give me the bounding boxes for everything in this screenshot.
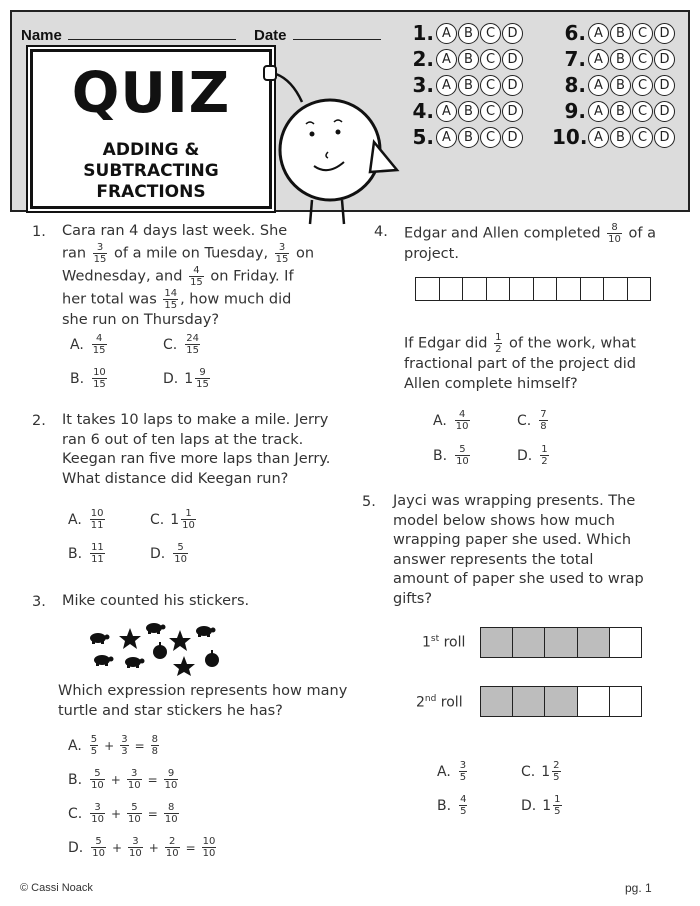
name-field[interactable] (21, 27, 236, 44)
q1-option-d[interactable]: D. 1 $\frac{9}{15}$ (163, 367, 209, 390)
q1-line: she run on Thursday? (62, 311, 220, 328)
apple-sticker-icon (153, 642, 167, 659)
date-line[interactable] (293, 28, 381, 40)
q4-fraction: $\frac{8}{10}$ (608, 222, 621, 245)
answer-number: 1. (412, 21, 434, 45)
q3-line: turtle and star stickers he has? (58, 702, 283, 719)
bar-segment (610, 628, 641, 657)
bubble-c[interactable]: C (480, 75, 501, 96)
q5-line: wrapping paper she used. Which (393, 532, 632, 548)
q4-option-a[interactable]: A. $\frac{4}{10}$ (433, 409, 469, 432)
q4-line: fractional part of the project did (404, 356, 636, 372)
q4-line: Allen complete himself? (404, 375, 578, 392)
bar-segment (481, 687, 513, 716)
answer-row-3 (412, 74, 524, 96)
subtitle-line: SUBTRACTING (83, 161, 219, 181)
bar-segment (581, 278, 605, 300)
bubble-c[interactable]: C (632, 23, 653, 44)
bubble-a[interactable]: A (436, 23, 457, 44)
roll-2-label: 2nd roll (416, 694, 463, 711)
bubble-b[interactable]: B (610, 49, 631, 70)
q2-line: ran 6 out of ten laps at the track. (62, 431, 304, 448)
q4-option-d[interactable]: D. $\frac{1}{2}$ (517, 444, 548, 467)
answer-row-1 (412, 22, 524, 44)
answer-row-8 (552, 74, 676, 96)
bar-segment (513, 628, 545, 657)
bubble-a[interactable]: A (436, 49, 457, 70)
q4-line: Edgar and Allen completed (404, 225, 601, 242)
bubble-c[interactable]: C (632, 75, 653, 96)
q5-option-b[interactable]: B. $\frac{4}{5}$ (437, 794, 467, 817)
q1-option-a[interactable]: A. $\frac{4}{15}$ (70, 333, 106, 356)
turtle-sticker-icon (125, 657, 145, 668)
q4-option-c[interactable]: C. $\frac{7}{8}$ (517, 409, 547, 432)
q2-line: Keegan ran five more laps than Jerry. (62, 451, 331, 467)
bubble-c[interactable]: C (480, 23, 501, 44)
bubble-a[interactable]: A (436, 127, 457, 148)
bubble-a[interactable]: A (588, 23, 609, 44)
bubble-c[interactable]: C (480, 127, 501, 148)
star-sticker-icon (169, 630, 191, 651)
bubble-b[interactable]: B (458, 49, 479, 70)
bar-segment (545, 628, 577, 657)
quiz-board (30, 49, 272, 209)
q3-option-d[interactable]: D. $\frac{5}{10}$ + $\frac{3}{10}$ + $\frac{2}{10}$ = $\frac{10}{10}$ (68, 836, 216, 859)
q5-line: Jayci was wrapping presents. The (393, 493, 636, 509)
bubble-c[interactable]: C (480, 49, 501, 70)
q1-fraction: $\frac{3}{15}$ (93, 241, 107, 265)
question-3-text: Mike counted his stickers. (62, 593, 250, 609)
bubble-d[interactable]: D (654, 101, 675, 122)
page-number: pg. 1 (625, 881, 652, 895)
mascot-character-icon (262, 62, 412, 227)
bar-segment (513, 687, 545, 716)
name-line[interactable] (68, 28, 236, 40)
answer-number: 10. (552, 125, 588, 149)
bubble-b[interactable]: B (458, 127, 479, 148)
bar-segment (440, 278, 464, 300)
question-1-number: 1. (32, 224, 46, 240)
subtitle-line: ADDING & (102, 140, 200, 160)
q1-fraction: $\frac{3}{15}$ (275, 241, 289, 265)
question-5-number: 5. (362, 494, 376, 510)
q2-option-a[interactable]: A. $\frac{10}{11}$ (68, 508, 104, 531)
q1-line: on Friday. If (210, 268, 294, 284)
bubble-c[interactable]: C (632, 49, 653, 70)
q5-option-a[interactable]: A. $\frac{3}{5}$ (437, 760, 467, 783)
bubble-a[interactable]: A (436, 101, 457, 122)
bubble-b[interactable]: B (610, 23, 631, 44)
q3-option-a[interactable]: A. $\frac{5}{5}$ + $\frac{3}{3}$ = $\frac{8}{8}$ (68, 734, 159, 757)
roll-2-bar (480, 686, 642, 717)
question-4-prompt (404, 332, 694, 394)
answer-number: 3. (412, 73, 434, 97)
bubble-d[interactable]: D (654, 127, 675, 148)
roll-1-bar (480, 627, 642, 658)
bubble-a[interactable]: A (588, 75, 609, 96)
bubble-c[interactable]: C (632, 127, 653, 148)
bubble-c[interactable]: C (480, 101, 501, 122)
roll-1-label: 1st roll (422, 634, 466, 651)
answer-number: 5. (412, 125, 434, 149)
answer-number: 7. (564, 47, 586, 71)
q5-line: model below shows how much (393, 512, 615, 529)
copyright-text: © Cassi Noack (20, 882, 93, 894)
date-label: Date (254, 27, 287, 44)
turtle-sticker-icon (94, 655, 114, 666)
q2-option-d[interactable]: D. $\frac{5}{10}$ (150, 542, 187, 565)
q4-fraction: $\frac{1}{2}$ (495, 332, 502, 355)
stickers-image (88, 620, 228, 676)
bar-segment (628, 278, 651, 300)
answer-number: 8. (564, 73, 586, 97)
answer-row-9 (552, 100, 676, 122)
question-3-prompt (58, 682, 378, 721)
bar-segment (481, 628, 513, 657)
question-1-text (62, 222, 362, 330)
q1-option-c[interactable]: C. $\frac{24}{15}$ (163, 333, 199, 356)
answer-row-7 (552, 48, 676, 70)
q1-line: of a mile on Tuesday, (114, 245, 269, 261)
bubble-a[interactable]: A (588, 127, 609, 148)
quiz-title: QUIZ (71, 61, 231, 126)
q2-option-b[interactable]: B. $\frac{11}{11}$ (68, 542, 104, 565)
subtitle-line: FRACTIONS (96, 182, 206, 202)
question-2-number: 2. (32, 413, 46, 429)
q4-line: of the work, what (509, 335, 636, 352)
bubble-b[interactable]: B (458, 101, 479, 122)
turtle-sticker-icon (146, 623, 166, 634)
answer-number: 4. (412, 99, 434, 123)
q3-option-c[interactable]: C. $\frac{3}{10}$ + $\frac{5}{10}$ = $\frac{8}{10}$ (68, 802, 178, 825)
q2-line: It takes 10 laps to make a mile. Jerry (62, 412, 329, 428)
answer-number: 6. (564, 21, 586, 45)
bubble-d[interactable]: D (502, 75, 523, 96)
project-fraction-bar (415, 277, 651, 301)
bar-segment (545, 687, 577, 716)
q4-line: of a (628, 225, 656, 242)
q1-line: her total was (62, 291, 157, 307)
bar-segment (557, 278, 581, 300)
answer-row-6 (552, 22, 676, 44)
bubble-b[interactable]: B (610, 127, 631, 148)
bubble-d[interactable]: D (502, 49, 523, 70)
q2-line: What distance did Keegan run? (62, 470, 289, 487)
bubble-d[interactable]: D (654, 49, 675, 70)
answer-row-4 (412, 100, 524, 122)
q3-option-b[interactable]: B. $\frac{5}{10}$ + $\frac{3}{10}$ = $\frac{9}{10}$ (68, 768, 178, 791)
question-4-text (404, 222, 694, 265)
bubble-d[interactable]: D (502, 127, 523, 148)
q5-option-d[interactable]: D. 1 $\frac{1}{5}$ (521, 794, 561, 817)
bar-segment (578, 628, 610, 657)
q1-line: Cara ran 4 days last week. She (62, 223, 288, 239)
bar-segment (416, 278, 440, 300)
bubble-d[interactable]: D (654, 23, 675, 44)
bar-segment (604, 278, 628, 300)
answer-row-10 (552, 126, 676, 148)
bar-segment (578, 687, 610, 716)
quiz-subtitle (33, 140, 269, 203)
q5-line: answer represents the total (393, 551, 594, 568)
q5-line: amount of paper she used to wrap (393, 571, 644, 587)
apple-sticker-icon (205, 650, 219, 667)
bubble-a[interactable]: A (436, 75, 457, 96)
bar-segment (534, 278, 558, 300)
answer-row-5 (412, 126, 524, 148)
star-sticker-icon (173, 656, 195, 676)
bubble-b[interactable]: B (610, 101, 631, 122)
turtle-sticker-icon (196, 626, 216, 637)
q4-line: If Edgar did (404, 335, 488, 352)
answer-number: 9. (564, 99, 586, 123)
bar-segment (610, 687, 641, 716)
q1-fraction: $\frac{14}{15}$ (164, 287, 178, 311)
bar-segment (463, 278, 487, 300)
bubble-b[interactable]: B (610, 75, 631, 96)
q4-line: project. (404, 246, 459, 262)
name-label: Name (21, 27, 62, 44)
question-5-text (393, 492, 693, 609)
bubble-d[interactable]: D (502, 101, 523, 122)
date-field[interactable] (254, 27, 381, 44)
quiz-header (10, 10, 690, 212)
bubble-a[interactable]: A (588, 101, 609, 122)
question-3-number: 3. (32, 594, 46, 610)
q1-line: Wednesday, and (62, 268, 183, 284)
q5-option-c[interactable]: C. 1 $\frac{2}{5}$ (521, 760, 560, 783)
q1-line: on (296, 245, 315, 261)
q3-line: Which expression represents how many (58, 683, 348, 699)
question-4-number: 4. (374, 224, 388, 240)
bubble-c[interactable]: C (632, 101, 653, 122)
bar-segment (510, 278, 534, 300)
answer-row-2 (412, 48, 524, 70)
bubble-d[interactable]: D (502, 23, 523, 44)
star-sticker-icon (119, 628, 141, 649)
answer-number: 2. (412, 47, 434, 71)
q5-line: gifts? (393, 590, 433, 607)
q2-option-c[interactable]: C. 1 $\frac{1}{10}$ (150, 508, 195, 531)
bubble-b[interactable]: B (458, 75, 479, 96)
bar-segment (487, 278, 511, 300)
q1-option-b[interactable]: B. $\frac{10}{15}$ (70, 367, 106, 390)
q1-fraction: $\frac{4}{15}$ (190, 264, 203, 288)
turtle-sticker-icon (90, 633, 110, 644)
q4-option-b[interactable]: B. $\frac{5}{10}$ (433, 444, 469, 467)
question-2-text (62, 411, 362, 489)
q1-line: ran (62, 245, 87, 261)
q1-line: , how much did (180, 291, 292, 307)
bubble-d[interactable]: D (654, 75, 675, 96)
bubble-a[interactable]: A (588, 49, 609, 70)
bubble-b[interactable]: B (458, 23, 479, 44)
